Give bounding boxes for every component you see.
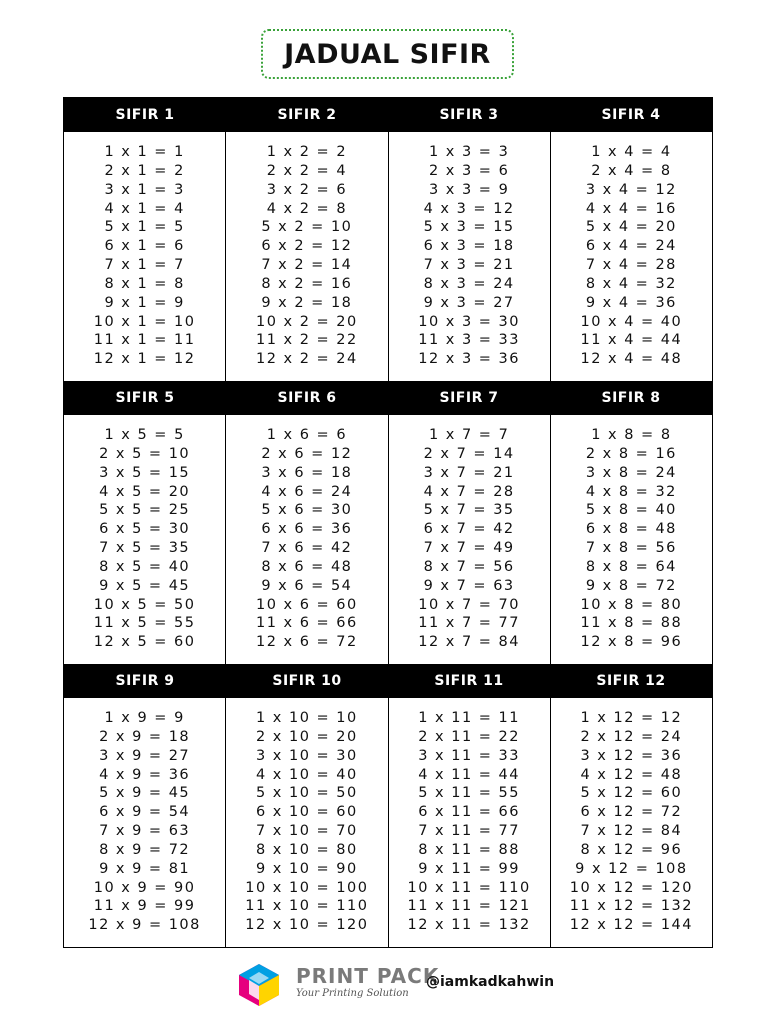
table-row: 5 x 5 = 25	[99, 502, 191, 519]
table-sifir-6	[226, 415, 388, 664]
table-row: 10 x 3 = 30	[418, 313, 521, 330]
table-row: 12 x 8 = 96	[580, 634, 683, 651]
table-row: 7 x 2 = 14	[261, 257, 353, 274]
table-row: 3 x 1 = 3	[104, 181, 185, 198]
table-row: 10 x 11 = 110	[407, 879, 531, 896]
band-header-row	[64, 664, 712, 698]
table-row: 2 x 10 = 20	[255, 728, 358, 745]
table-row: 3 x 9 = 27	[99, 747, 191, 764]
table-row: 4 x 10 = 40	[255, 766, 358, 783]
table-row: 6 x 12 = 72	[580, 804, 683, 821]
table-row: 6 x 3 = 18	[423, 238, 515, 255]
table-row: 1 x 9 = 9	[104, 710, 185, 726]
table-row: 10 x 9 = 90	[93, 879, 196, 896]
table-row: 12 x 1 = 12	[93, 351, 196, 368]
table-row: 3 x 5 = 15	[99, 464, 191, 481]
table-row: 8 x 7 = 56	[423, 558, 515, 575]
table-row: 2 x 5 = 10	[99, 445, 191, 462]
table-row: 1 x 8 = 8	[591, 427, 672, 443]
table-row: 3 x 6 = 18	[261, 464, 353, 481]
table-row: 3 x 8 = 24	[585, 464, 677, 481]
table-row: 7 x 10 = 70	[255, 823, 358, 840]
table-row: 5 x 2 = 10	[261, 219, 353, 236]
table-row: 8 x 5 = 40	[99, 558, 191, 575]
table-row: 8 x 2 = 16	[261, 275, 353, 292]
table-row: 5 x 7 = 35	[423, 502, 515, 519]
table-row: 11 x 7 = 77	[418, 615, 521, 632]
table-row: 4 x 1 = 4	[104, 200, 185, 217]
table-row: 1 x 1 = 1	[104, 144, 185, 160]
table-row: 4 x 5 = 20	[99, 483, 191, 500]
table-sifir-7	[389, 415, 551, 664]
table-row: 11 x 8 = 88	[580, 615, 683, 632]
band-body-row	[64, 415, 712, 664]
table-row: 5 x 9 = 45	[99, 785, 191, 802]
table-row: 3 x 12 = 36	[580, 747, 683, 764]
table-row: 2 x 7 = 14	[423, 445, 515, 462]
table-row: 11 x 11 = 121	[407, 898, 531, 915]
table-row: 11 x 5 = 55	[93, 615, 196, 632]
table-row: 9 x 12 = 108	[575, 860, 688, 877]
table-row: 9 x 7 = 63	[423, 577, 515, 594]
table-row: 7 x 4 = 28	[585, 257, 677, 274]
table-header-sifir-9: SIFIR 9	[115, 673, 175, 689]
table-row: 7 x 3 = 21	[423, 257, 515, 274]
table-row: 9 x 11 = 99	[418, 860, 521, 877]
table-row: 12 x 5 = 60	[93, 634, 196, 651]
table-row: 4 x 6 = 24	[261, 483, 353, 500]
table-header-sifir-6: SIFIR 6	[277, 390, 337, 406]
table-header-sifir-1: SIFIR 1	[115, 107, 175, 123]
table-row: 9 x 5 = 45	[99, 577, 191, 594]
table-row: 2 x 8 = 16	[585, 445, 677, 462]
table-row: 2 x 2 = 4	[266, 162, 348, 179]
table-row: 4 x 3 = 12	[423, 200, 515, 217]
table-row: 8 x 10 = 80	[255, 841, 358, 858]
table-row: 7 x 12 = 84	[580, 823, 683, 840]
printpack-cube-logo-icon	[236, 962, 282, 1006]
band-header-row	[64, 98, 712, 132]
table-row: 9 x 8 = 72	[585, 577, 677, 594]
table-row: 12 x 7 = 84	[418, 634, 521, 651]
page-title: JADUAL SIFIR	[284, 38, 491, 70]
table-row: 5 x 11 = 55	[418, 785, 521, 802]
table-sifir-5	[64, 415, 226, 664]
table-row: 8 x 3 = 24	[423, 275, 515, 292]
table-row: 10 x 12 = 120	[569, 879, 693, 896]
table-row: 6 x 11 = 66	[418, 804, 521, 821]
table-row: 5 x 1 = 5	[104, 219, 185, 236]
social-handle: @iamkadkahwin	[426, 974, 555, 990]
table-row: 7 x 5 = 35	[99, 540, 191, 557]
table-row: 6 x 10 = 60	[255, 804, 358, 821]
table-row: 12 x 11 = 132	[407, 917, 531, 934]
table-row: 4 x 8 = 32	[585, 483, 677, 500]
table-row: 7 x 7 = 49	[423, 540, 515, 557]
table-row: 12 x 4 = 48	[580, 351, 683, 368]
table-row: 11 x 12 = 132	[569, 898, 693, 915]
table-row: 2 x 6 = 12	[261, 445, 353, 462]
table-header-sifir-2: SIFIR 2	[277, 107, 337, 123]
table-row: 8 x 11 = 88	[418, 841, 521, 858]
table-row: 4 x 11 = 44	[418, 766, 521, 783]
table-row: 5 x 12 = 60	[580, 785, 683, 802]
table-row: 5 x 4 = 20	[585, 219, 677, 236]
table-row: 2 x 4 = 8	[591, 162, 672, 179]
table-row: 1 x 5 = 5	[104, 427, 185, 443]
table-sifir-3	[389, 132, 551, 381]
table-row: 8 x 6 = 48	[261, 558, 353, 575]
table-row: 1 x 3 = 3	[428, 144, 510, 160]
table-row: 8 x 8 = 64	[585, 558, 677, 575]
table-row: 6 x 5 = 30	[99, 521, 191, 538]
table-row: 9 x 9 = 81	[99, 860, 191, 877]
table-row: 8 x 1 = 8	[104, 275, 185, 292]
table-row: 12 x 6 = 72	[255, 634, 358, 651]
table-row: 2 x 11 = 22	[418, 728, 521, 745]
table-row: 3 x 3 = 9	[428, 181, 510, 198]
table-header-sifir-8: SIFIR 8	[601, 390, 661, 406]
table-row: 7 x 1 = 7	[104, 257, 185, 274]
table-row: 10 x 6 = 60	[255, 596, 358, 613]
table-row: 10 x 10 = 100	[245, 879, 369, 896]
table-row: 4 x 12 = 48	[580, 766, 683, 783]
table-row: 6 x 2 = 12	[261, 238, 353, 255]
table-header-sifir-4: SIFIR 4	[601, 107, 661, 123]
table-row: 9 x 4 = 36	[585, 294, 677, 311]
brand-name: PRINT PACK	[296, 964, 440, 988]
table-row: 11 x 3 = 33	[418, 332, 521, 349]
table-row: 4 x 4 = 16	[585, 200, 677, 217]
table-row: 11 x 10 = 110	[245, 898, 369, 915]
table-row: 10 x 1 = 10	[93, 313, 196, 330]
table-sifir-9	[64, 698, 226, 947]
table-sifir-12	[551, 698, 712, 947]
band-body-row	[64, 698, 712, 947]
table-header-sifir-5: SIFIR 5	[115, 390, 175, 406]
table-row: 6 x 1 = 6	[104, 238, 185, 255]
table-row: 7 x 8 = 56	[585, 540, 677, 557]
table-row: 1 x 4 = 4	[591, 144, 672, 160]
table-row: 11 x 2 = 22	[255, 332, 358, 349]
table-row: 11 x 4 = 44	[580, 332, 683, 349]
table-sifir-4	[551, 132, 712, 381]
table-row: 3 x 10 = 30	[255, 747, 358, 764]
table-sifir-2	[226, 132, 388, 381]
table-row: 2 x 12 = 24	[580, 728, 683, 745]
title-box	[261, 29, 514, 79]
table-sifir-8	[551, 415, 712, 664]
table-row: 12 x 3 = 36	[418, 351, 521, 368]
table-row: 9 x 1 = 9	[104, 294, 185, 311]
table-row: 5 x 10 = 50	[255, 785, 358, 802]
table-row: 6 x 6 = 36	[261, 521, 353, 538]
table-row: 6 x 9 = 54	[99, 804, 191, 821]
table-row: 1 x 12 = 12	[580, 710, 683, 726]
table-header-sifir-10: SIFIR 10	[272, 673, 342, 689]
table-sifir-10	[226, 698, 388, 947]
table-row: 8 x 4 = 32	[585, 275, 677, 292]
table-sifir-11	[389, 698, 551, 947]
table-header-sifir-3: SIFIR 3	[439, 107, 499, 123]
table-row: 1 x 10 = 10	[255, 710, 358, 726]
table-row: 11 x 6 = 66	[255, 615, 358, 632]
table-row: 10 x 7 = 70	[418, 596, 521, 613]
table-row: 10 x 8 = 80	[580, 596, 683, 613]
table-row: 12 x 9 = 108	[88, 917, 201, 934]
table-row: 12 x 10 = 120	[245, 917, 369, 934]
footer	[236, 960, 556, 1006]
table-row: 12 x 12 = 144	[569, 917, 693, 934]
table-row: 1 x 11 = 11	[418, 710, 521, 726]
table-row: 5 x 8 = 40	[585, 502, 677, 519]
table-row: 9 x 3 = 27	[423, 294, 515, 311]
table-row: 10 x 4 = 40	[580, 313, 683, 330]
table-header-sifir-11: SIFIR 11	[434, 673, 504, 689]
table-row: 4 x 7 = 28	[423, 483, 515, 500]
table-row: 9 x 6 = 54	[261, 577, 353, 594]
table-row: 9 x 10 = 90	[255, 860, 358, 877]
table-row: 11 x 1 = 11	[93, 332, 196, 349]
band-header-row	[64, 381, 712, 415]
table-row: 4 x 9 = 36	[99, 766, 191, 783]
table-row: 2 x 3 = 6	[428, 162, 510, 179]
table-row: 12 x 2 = 24	[255, 351, 358, 368]
table-header-sifir-12: SIFIR 12	[596, 673, 666, 689]
table-row: 1 x 2 = 2	[266, 144, 348, 160]
table-row: 9 x 2 = 18	[261, 294, 353, 311]
table-row: 10 x 5 = 50	[93, 596, 196, 613]
table-row: 1 x 6 = 6	[266, 427, 348, 443]
table-row: 5 x 6 = 30	[261, 502, 353, 519]
table-row: 6 x 4 = 24	[585, 238, 677, 255]
table-row: 3 x 2 = 6	[266, 181, 348, 198]
table-header-sifir-7: SIFIR 7	[439, 390, 499, 406]
table-row: 5 x 3 = 15	[423, 219, 515, 236]
multiplication-grid	[63, 97, 713, 948]
table-row: 8 x 9 = 72	[99, 841, 191, 858]
table-row: 1 x 7 = 7	[428, 427, 510, 443]
table-row: 2 x 9 = 18	[99, 728, 191, 745]
table-row: 7 x 9 = 63	[99, 823, 191, 840]
table-row: 6 x 7 = 42	[423, 521, 515, 538]
table-row: 7 x 6 = 42	[261, 540, 353, 557]
table-row: 10 x 2 = 20	[255, 313, 358, 330]
band-body-row	[64, 132, 712, 381]
table-row: 8 x 12 = 96	[580, 841, 683, 858]
table-row: 3 x 4 = 12	[585, 181, 677, 198]
table-row: 6 x 8 = 48	[585, 521, 677, 538]
table-row: 2 x 1 = 2	[104, 162, 185, 179]
brand-tagline: Your Printing Solution	[296, 988, 409, 999]
table-row: 4 x 2 = 8	[266, 200, 348, 217]
table-row: 3 x 7 = 21	[423, 464, 515, 481]
table-row: 7 x 11 = 77	[418, 823, 521, 840]
table-row: 3 x 11 = 33	[418, 747, 521, 764]
table-row: 11 x 9 = 99	[93, 898, 196, 915]
table-sifir-1	[64, 132, 226, 381]
